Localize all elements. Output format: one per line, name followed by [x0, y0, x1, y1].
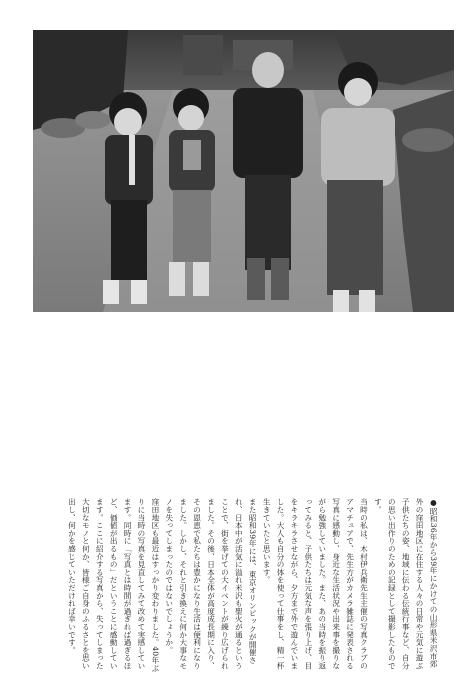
article-paragraph-4: 窪田地区も最近はすっかり変わりました。40年ぶりに当時の写真を見直してみて改めて実感しています。同時に「写真とは時間が過ぎれば過ぎるほど、価値が出るもの」だということに感動しています。ここに紹介する写真から、失ってしまった大切なモノと何か、皆様ご自身のふるさとを思い出し、何かを感じていただければ幸いです。	[67, 498, 160, 672]
article-paragraph-2: 当時の私は、木村伊兵衛先生主催の写真クラブのアマチュアで、先生方がカメラ雑誌に発表される写真に感動し、身近な生活状況や出来事を撮りながら勉強していました。また、あの当時を振り返ってみると、子供たちは元気な声を張り上げ、目をキラキラさせながら、夕方まで外で遊んでいました。大人も自分の体を使って仕事をし、精一杯生きていたと思います。	[262, 498, 369, 670]
photo-children-icon	[33, 30, 454, 312]
article-paragraph-1: ●昭和36年から39年にかけての山形県米沢市郊外の窪田地区に在住する人々の日常や元気に遊ぶ子供たちの姿、地域に伝わる伝統行事など、自分の思い出作りのための記録として撮影したものです。	[373, 498, 438, 670]
article-paragraph-3: また昭和39年には、東京オリンピックが開催され、日本中が活気に溢れ米沢も聖火が通るということで、街を挙げての大イベントが繰り広げられました。その後、日本全体が高度成長期に入り、その恩恵で私たちは豊かになり生活は便利になりました。しかし、それと引き換えに何か大事なモノを失ってしまったのではないでしょうか。	[164, 498, 258, 670]
main-photograph	[33, 30, 454, 312]
bullet-icon: ●	[429, 498, 438, 508]
article-text	[44, 498, 440, 674]
